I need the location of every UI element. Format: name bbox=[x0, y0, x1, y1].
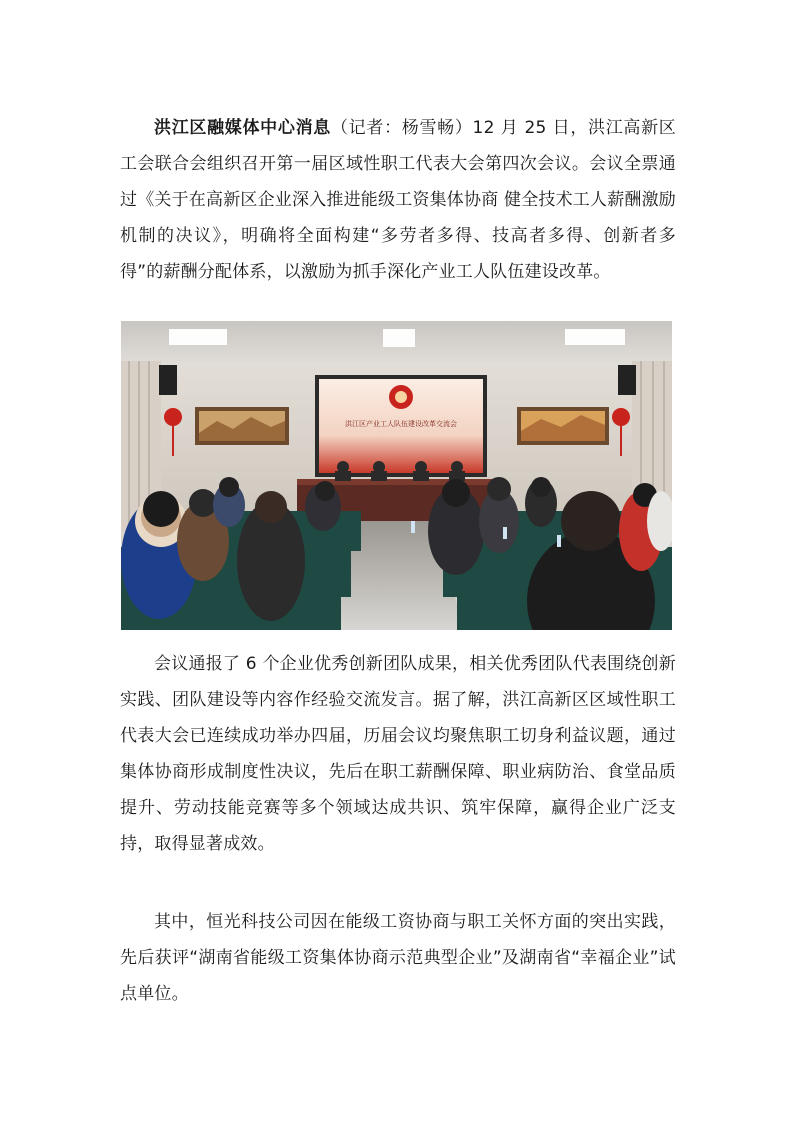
paragraph-1-body: （记者：杨雪畅）12 月 25 日，洪江高新区工会联合会组织召开第一届区域性职工代表大会第四次会议。会议全票通过《关于在高新区企业深入推进能级工资集体协商 健全技术工人薪酬激励机制的决议》，明确将全面构建“多劳者多得、技高者多得、创新者多得”的薪酬分配体系，以激励为抓手深化产业工人队伍建设改革。 bbox=[120, 118, 677, 282]
meeting-photo bbox=[121, 321, 672, 630]
paragraph-2: 会议通报了 6 个企业优秀创新团队成果，相关优秀团队代表围绕创新实践、团队建设等内容作经验交流发言。据了解，洪江高新区区域性职工代表大会已连续成功举办四届，历届会议均聚焦职工切身利益议题，通过集体协商形成制度性决议，先后在职工薪酬保障、职业病防治、食堂品质提升、劳动技能竞赛等多个领域达成共识、筑牢保障，赢得企业广泛支持，取得显著成效。 bbox=[120, 654, 676, 854]
paragraph-3: 其中，恒光科技公司因在能级工资协商与职工关怀方面的突出实践，先后获评“湖南省能级工资集体协商示范典型企业”及湖南省“幸福企业”试点单位。 bbox=[120, 912, 676, 1004]
paragraph-1 bbox=[120, 110, 676, 290]
screen-banner-text: 洪江区产业工人队伍建设改革交流会 bbox=[345, 420, 457, 428]
news-source-lead: 洪江区融媒体中心消息 bbox=[154, 118, 331, 138]
